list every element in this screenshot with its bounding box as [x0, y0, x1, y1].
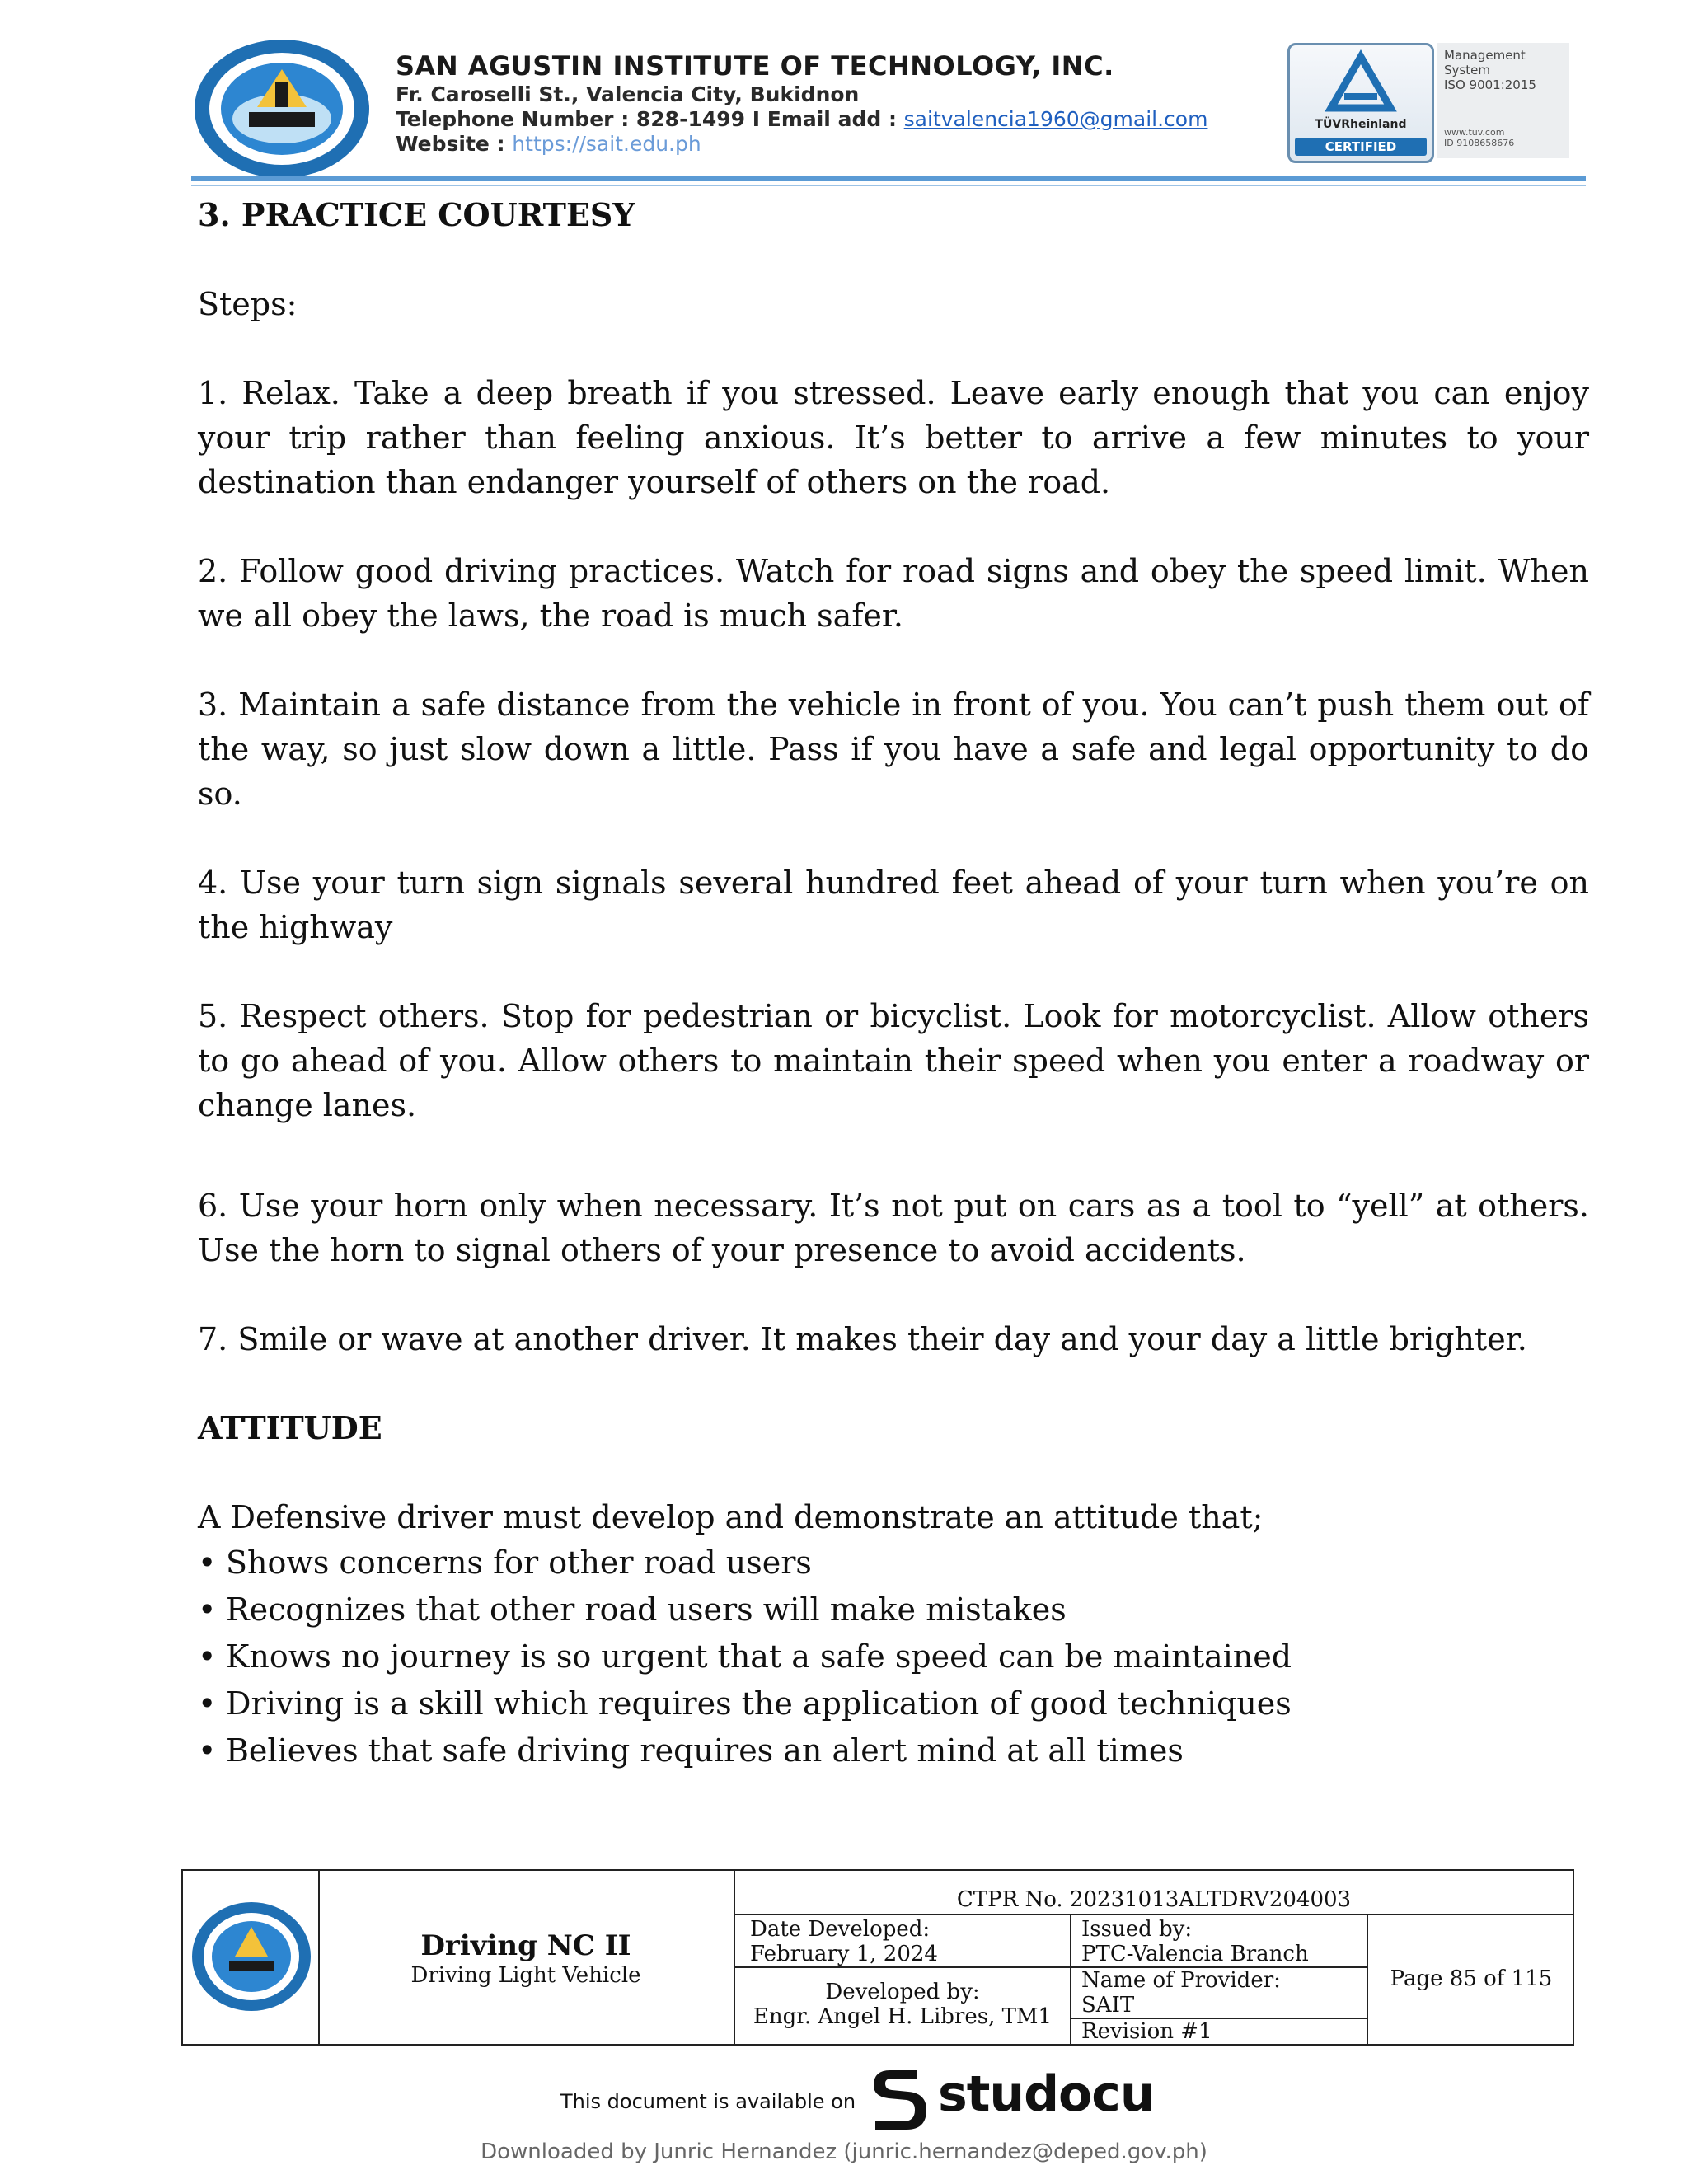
bullet-icon: •	[198, 1732, 217, 1769]
management-system-box	[1437, 43, 1569, 158]
mgmt-line-1: Management	[1444, 48, 1526, 63]
tuv-triangle-icon	[1290, 45, 1432, 120]
step-7: 7. Smile or wave at another driver. It makes their day and your day a little brighter.	[198, 1321, 1527, 1357]
provider-label: Name of Provider:	[1081, 1968, 1281, 1993]
revision-number: Revision #1	[1081, 2019, 1212, 2044]
footer-seal-icon	[190, 1899, 313, 2014]
website-link[interactable]: https://sait.edu.ph	[512, 132, 701, 156]
letterhead	[191, 33, 1592, 186]
developed-by-label: Developed by:	[825, 1980, 980, 2004]
page-number: Page 85 of 115	[1390, 1966, 1553, 1991]
institution-name: SAN AGUSTIN INSTITUTE OF TECHNOLOGY, INC.	[396, 50, 1114, 82]
step-4: 4. Use your turn sign signals several hundred feet ahead of your turn when you’re on the highway	[198, 865, 1589, 945]
bullet-icon: •	[198, 1685, 217, 1722]
document-body	[198, 193, 1589, 1774]
issued-by-label: Issued by:	[1081, 1917, 1193, 1942]
studocu-brand[interactable]: studocu	[938, 2065, 1155, 2123]
date-developed-value: February 1, 2024	[750, 1942, 938, 1966]
attitude-intro: A Defensive driver must develop and demonstrate an attitude that;	[198, 1499, 1264, 1535]
institution-website	[396, 132, 1207, 157]
attitude-title: ATTITUDE	[198, 1409, 382, 1446]
studocu-logo-icon	[865, 2064, 931, 2133]
step-1: 1. Relax. Take a deep breath if you stressed. Leave early enough that you can enjoy your trip rather than feeling anxious. It’s better to arrive a few minutes to your destination than endanger yourself of others on the road.	[198, 375, 1589, 500]
tuv-certified-badge	[1287, 43, 1434, 163]
download-attribution: Downloaded by Junric Hernandez (junric.hernandez@deped.gov.ph)	[481, 2139, 1207, 2164]
step-3: 3. Maintain a safe distance from the vehicle in front of you. You can’t push them out of the way, so just slow down a little. Pass if you have a safe and legal opportunity to do so.	[198, 687, 1589, 812]
document-footer-table	[181, 1869, 1574, 2046]
tuv-certified-label: CERTIFIED	[1295, 138, 1427, 156]
institute-seal-icon	[191, 36, 373, 181]
bullet-icon: •	[198, 1591, 217, 1628]
section-title: 3. PRACTICE COURTESY	[198, 196, 635, 233]
date-developed-label: Date Developed:	[750, 1917, 931, 1942]
ctpr-number: CTPR No. 20231013ALTDRV204003	[956, 1887, 1352, 1912]
header-rule-thin	[191, 185, 1586, 186]
step-6: 6. Use your horn only when necessary. It’s not put on cars as a tool to “yell” at others. Use the horn to signal others of your presence to avoid accidents.	[198, 1188, 1589, 1268]
list-item: • Knows no journey is so urgent that a safe speed can be maintained	[198, 1633, 1589, 1680]
developed-by-value: Engr. Angel H. Libres, TM1	[753, 2004, 1053, 2029]
bullet-icon: •	[198, 1638, 217, 1675]
attitude-list	[198, 1540, 1589, 1774]
telephone-label: Telephone Number : 828-1499 I Email add :	[396, 107, 904, 131]
course-title: Driving NC II	[420, 1929, 631, 1962]
list-item: • Recognizes that other road users will make mistakes	[198, 1586, 1589, 1633]
list-item: • Believes that safe driving requires an alert mind at all times	[198, 1727, 1589, 1774]
bullet-icon: •	[198, 1544, 217, 1581]
website-label: Website :	[396, 132, 513, 156]
mgmt-id: ID 9108658676	[1444, 138, 1515, 148]
tuv-brand: TÜVRheinland	[1315, 118, 1407, 131]
step-2: 2. Follow good driving practices. Watch for road signs and obey the speed limit. When we all obey the laws, the road is much safer.	[198, 553, 1589, 634]
steps-label: Steps:	[198, 286, 298, 322]
step-5: 5. Respect others. Stop for pedestrian or bicyclist. Look for motorcyclist. Allow others to go ahead of you. Allow others to maintain their speed when you enter a roadway or change lanes.	[198, 998, 1589, 1123]
institution-info	[396, 49, 1207, 157]
mgmt-line-2: System	[1444, 63, 1490, 77]
mgmt-url: www.tuv.com	[1444, 127, 1505, 138]
provider-value: SAIT	[1081, 1993, 1135, 2018]
list-item: • Driving is a skill which requires the application of good techniques	[198, 1680, 1589, 1727]
course-subtitle: Driving Light Vehicle	[410, 1963, 641, 1988]
header-rule	[191, 176, 1586, 181]
issued-by-value: PTC-Valencia Branch	[1081, 1942, 1309, 1966]
mgmt-line-3: ISO 9001:2015	[1444, 77, 1536, 92]
availability-note: This document is available on	[560, 2090, 856, 2113]
email-link[interactable]: saitvalencia1960@gmail.com	[903, 107, 1208, 131]
institution-contact	[396, 107, 1207, 132]
list-item: • Shows concerns for other road users	[198, 1540, 1589, 1586]
institution-address: Fr. Caroselli St., Valencia City, Bukidnon	[396, 82, 860, 106]
